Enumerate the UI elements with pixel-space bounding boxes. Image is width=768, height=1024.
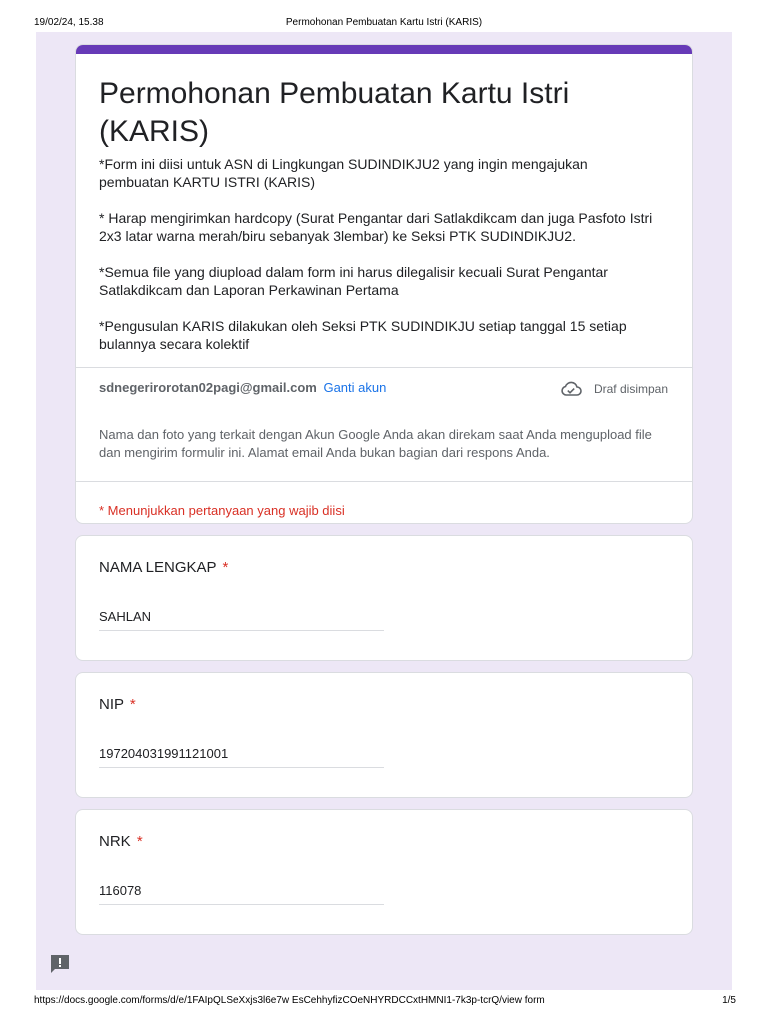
accent-bar bbox=[75, 44, 693, 54]
question-title: NAMA LENGKAP bbox=[99, 559, 217, 576]
question-title: NIP bbox=[99, 696, 124, 713]
required-star: * bbox=[136, 833, 143, 850]
question-title: NRK bbox=[99, 833, 131, 850]
account-email: sdnegerirorotan02pagi@gmail.com bbox=[99, 380, 317, 395]
switch-account-link[interactable]: Ganti akun bbox=[323, 380, 387, 395]
description-paragraph: *Form ini diisi untuk ASN di Lingkungan SUDINDIKJU2 yang ingin mengajukan pembuatan KARTU ISTRI (KARIS) bbox=[99, 156, 588, 190]
draft-status bbox=[560, 381, 668, 397]
description-paragraph: *Semua file yang diupload dalam form ini harus dilegalisir kecuali Surat Pengantar Satlakdikcam dan Laporan Perkawinan Pertama bbox=[99, 264, 608, 298]
question-card-nrk bbox=[75, 809, 693, 935]
form-header-card bbox=[75, 44, 693, 524]
page-number: 1/5 bbox=[722, 995, 736, 1006]
feedback-icon bbox=[48, 952, 72, 976]
form-title: Permohonan Pembuatan Kartu Istri (KARIS) bbox=[99, 77, 570, 148]
nrk-input[interactable]: 116078 bbox=[99, 878, 384, 905]
required-note: * Menunjukkan pertanyaan yang wajib diisi bbox=[99, 503, 345, 518]
print-footer bbox=[0, 990, 768, 1014]
print-date: 19/02/24, 15.38 bbox=[34, 17, 104, 28]
cloud-check-icon bbox=[560, 381, 582, 397]
description-paragraph: *Pengusulan KARIS dilakukan oleh Seksi PTK SUDINDIKJU setiap tanggal 15 setiap bulannya secara kolektif bbox=[99, 318, 627, 352]
required-star: * bbox=[222, 559, 229, 576]
divider bbox=[76, 481, 692, 482]
feedback-button[interactable] bbox=[48, 952, 72, 976]
description-paragraph: * Harap mengirimkan hardcopy (Surat Pengantar dari Satlakdikcam dan juga Pasfoto Istri 2x3 latar warna merah/biru sebanyak 3lembar) ke Seksi PTK SUDINDIKJU2. bbox=[99, 210, 653, 244]
account-notice: Nama dan foto yang terkait dengan Akun Google Anda akan direkam saat Anda mengupload file dan mengirim formulir ini. Alamat email Anda bukan bagian dari respons Anda. bbox=[99, 427, 652, 460]
question-label bbox=[99, 696, 136, 713]
question-card-nip bbox=[75, 672, 693, 798]
form-description bbox=[99, 155, 659, 371]
print-url: https://docs.google.com/forms/d/e/1FAIpQLSeXxjs3l6e7w EsCehhyfizCOeNHYRDCCxtHMNI1-7k3p-tcrQ/view form bbox=[34, 995, 545, 1006]
question-label bbox=[99, 833, 143, 850]
required-star: * bbox=[129, 696, 136, 713]
account-info bbox=[99, 380, 386, 395]
print-header bbox=[0, 0, 768, 32]
draft-status-label: Draf disimpan bbox=[593, 382, 668, 396]
nip-input[interactable]: 197204031991121001 bbox=[99, 741, 384, 768]
form-canvas bbox=[36, 32, 732, 990]
print-title: Permohonan Pembuatan Kartu Istri (KARIS) bbox=[285, 17, 483, 28]
divider bbox=[76, 367, 692, 368]
nama-lengkap-input[interactable]: SAHLAN bbox=[99, 604, 384, 631]
question-label bbox=[99, 559, 228, 576]
question-card-nama-lengkap bbox=[75, 535, 693, 661]
